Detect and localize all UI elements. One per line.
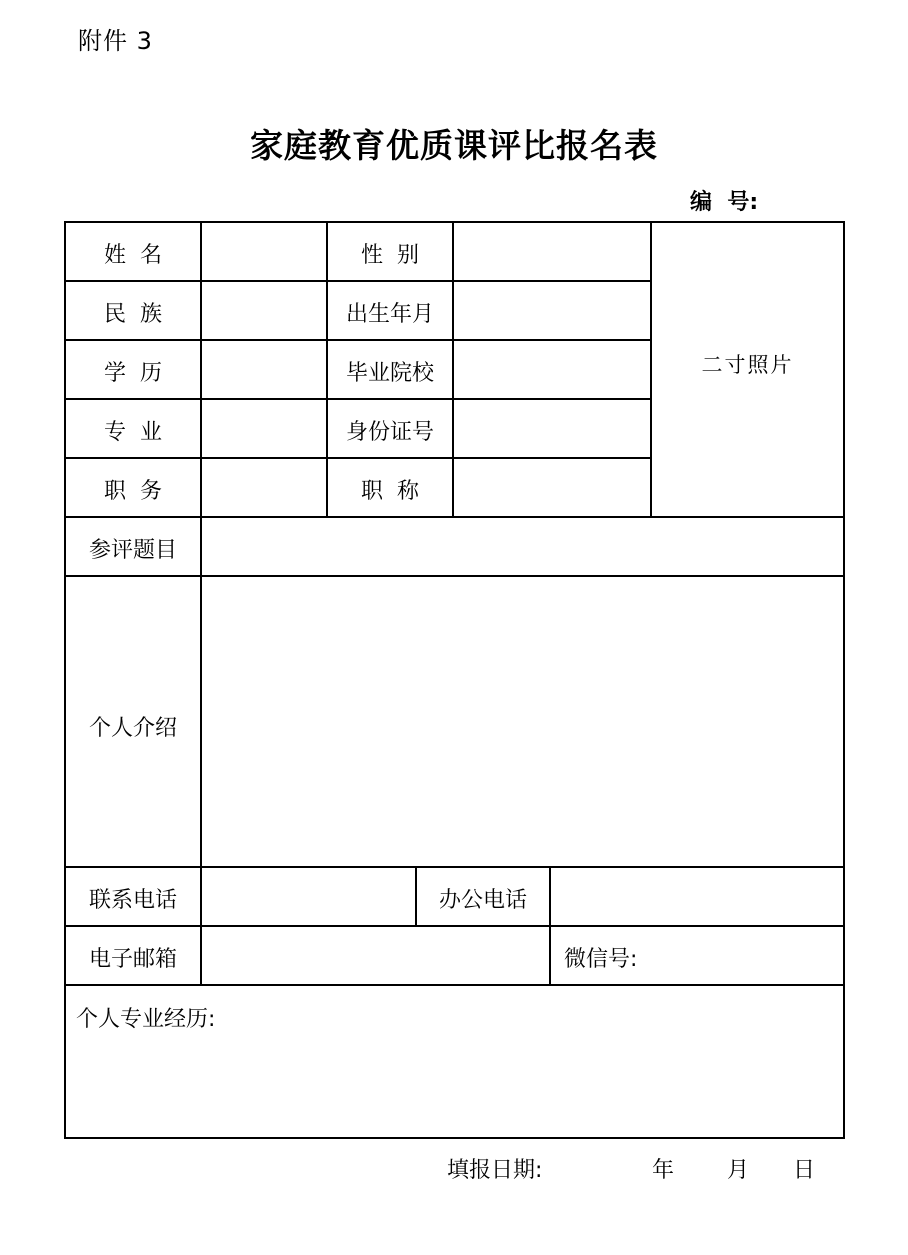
gender-label: 性 别: [361, 243, 419, 268]
graduate-school-field[interactable]: [454, 341, 650, 398]
contact-phone-field[interactable]: [202, 868, 415, 925]
contact-phone-label: 联系电话: [88, 888, 177, 913]
fill-date-label: 填报日期:: [447, 1158, 543, 1183]
office-phone-label: 办公电话: [438, 888, 527, 913]
ethnicity-field[interactable]: [202, 282, 326, 339]
serial-number-label: 编 号:: [690, 190, 759, 215]
personal-intro-field[interactable]: [202, 577, 843, 866]
ethnicity-label: 民 族: [104, 302, 162, 327]
professional-experience-field[interactable]: [66, 1040, 843, 1137]
professional-title-field[interactable]: [454, 459, 650, 516]
gender-field[interactable]: [454, 223, 650, 280]
office-phone-field[interactable]: [551, 868, 843, 925]
page-title: 家庭教育优质课评比报名表: [250, 126, 658, 165]
table-border-right: [843, 221, 845, 1139]
major-label: 专 业: [104, 420, 162, 445]
graduate-school-label: 毕业院校: [345, 361, 434, 386]
personal-intro-label: 个人介绍: [88, 715, 177, 741]
fill-date-year: 年: [652, 1158, 675, 1183]
wechat-label: 微信号:: [564, 947, 638, 972]
attachment-label: 附件 3: [78, 27, 153, 55]
table-border-bottom: [64, 1137, 845, 1139]
birth-date-label: 出生年月: [345, 302, 434, 327]
birth-date-field[interactable]: [454, 282, 650, 339]
professional-title-label: 职 称: [361, 479, 419, 504]
photo-placeholder[interactable]: 二寸照片: [701, 353, 794, 377]
topic-field[interactable]: [202, 518, 843, 575]
email-label: 电子邮箱: [88, 947, 177, 972]
position-field[interactable]: [202, 459, 326, 516]
education-label: 学 历: [104, 361, 162, 386]
name-field[interactable]: [202, 223, 326, 280]
email-field[interactable]: [202, 927, 549, 984]
fill-date-month: 月: [727, 1158, 750, 1183]
professional-experience-label: 个人专业经历:: [76, 1007, 216, 1032]
position-label: 职 务: [104, 479, 162, 504]
major-field[interactable]: [202, 400, 326, 457]
id-number-label: 身份证号: [345, 420, 434, 445]
topic-label: 参评题目: [88, 538, 177, 563]
id-number-field[interactable]: [454, 400, 650, 457]
fill-date-day: 日: [793, 1158, 816, 1183]
education-field[interactable]: [202, 341, 326, 398]
name-label: 姓 名: [104, 243, 162, 268]
